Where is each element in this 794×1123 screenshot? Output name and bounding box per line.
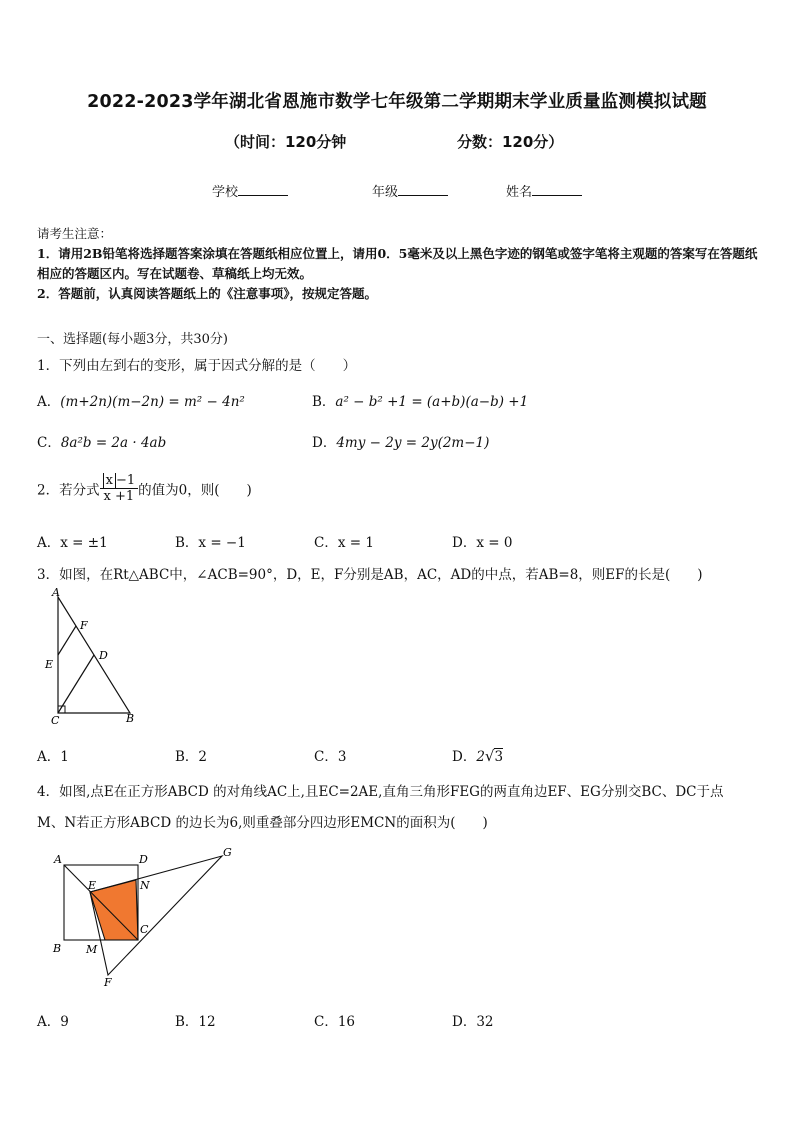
label-g: G xyxy=(223,846,232,859)
label-c: C xyxy=(51,714,60,727)
q3-triangle-figure xyxy=(38,585,148,730)
q1-option-d[interactable]: D．4my − 2y = 2y(2m−1) xyxy=(312,435,490,451)
grade-field xyxy=(372,181,448,200)
label-b: B xyxy=(126,712,135,725)
notice-heading: 请考生注意： xyxy=(37,226,113,241)
exam-score: 分数：120分） xyxy=(457,133,564,151)
label-f: F xyxy=(80,619,88,632)
grade-blank[interactable] xyxy=(398,183,448,196)
exam-time: （时间：120分钟 xyxy=(225,133,347,151)
label-e: E xyxy=(45,658,54,671)
label-f: F xyxy=(104,976,112,988)
q4-option-c[interactable]: C．16 xyxy=(314,1014,356,1030)
q4-option-a[interactable]: A．9 xyxy=(37,1014,69,1030)
question-2-stem: 2．若分式 $\frac{x -1}{x +1}$ 的值为0，则( ) xyxy=(37,473,252,504)
question-4-stem-line1: 4．如图,点E在正方形ABCD 的对角线AC上,且EC=2AE,直角三角形FEG的两直角边EF、EG分别交BC、DC于点 xyxy=(37,784,724,800)
section-heading: 一、选择题(每小题3分，共30分) xyxy=(37,332,228,347)
q1-option-b[interactable]: B．a² − b² +1 = (a+b)(a−b) +1 xyxy=(312,394,529,410)
q1-option-a[interactable]: A．(m+2n)(m−2n) = m² − 4n² xyxy=(37,394,245,410)
name-label: 姓名 xyxy=(506,185,533,200)
q2-option-d[interactable]: D．x = 0 xyxy=(452,535,513,551)
name-blank[interactable] xyxy=(532,183,582,196)
q4-option-b[interactable]: B．12 xyxy=(175,1014,216,1030)
q3-option-c[interactable]: C．3 xyxy=(314,749,347,765)
q2-option-a[interactable]: A．x = ±1 xyxy=(37,535,108,551)
label-d: D xyxy=(99,649,108,662)
sqrt-icon: √ xyxy=(484,747,495,765)
notice-body xyxy=(37,244,761,304)
q4-option-d[interactable]: D．32 xyxy=(452,1014,494,1030)
notice-item: 1．请用2B铅笔将选择题答案涂填在答题纸相应位置上，请用0．5毫米及以上黑色字迹的钢笔或签字笔将主观题的答案写在答题纸相应的答题区内。写在试题卷、草稿纸上均无效。 xyxy=(37,246,758,281)
school-blank[interactable] xyxy=(238,183,288,196)
label-n: N xyxy=(140,879,150,892)
q1-option-a-expr: (m+2n)(m−2n) = m² − 4n² xyxy=(60,394,245,410)
grade-label: 年级 xyxy=(372,185,399,200)
label-d: D xyxy=(139,853,148,866)
question-1-stem: 1．下列由左到右的变形，属于因式分解的是（ ） xyxy=(37,358,357,374)
name-field xyxy=(506,181,582,200)
question-3-stem: 3．如图，在Rt△ABC中，∠ACB=90°，D，E，F分别是AB，AC，AD的中点，若AB=8，则EF的长是( ) xyxy=(37,567,703,583)
label-m: M xyxy=(86,943,98,956)
segment-cd xyxy=(58,655,94,713)
notice-item: 2．答题前，认真阅读答题纸上的《注意事项》，按规定答题。 xyxy=(37,286,377,301)
q1-option-c[interactable]: C．8a²b = 2a · 4ab xyxy=(37,435,167,451)
q2-option-b[interactable]: B．x = −1 xyxy=(175,535,246,551)
label-b: B xyxy=(53,942,62,955)
label-c: C xyxy=(140,923,149,936)
label-a: A xyxy=(54,853,62,866)
question-4-stem-line2: M、N若正方形ABCD 的边长为6,则重叠部分四边形EMCN的面积为( ) xyxy=(37,815,488,831)
school-label: 学校 xyxy=(212,185,239,200)
label-a: A xyxy=(52,586,60,599)
q1-option-c-expr: 8a²b = 2a · 4ab xyxy=(60,435,167,451)
overlap-quad-emcn xyxy=(90,880,138,940)
q1-option-d-expr: 4my − 2y = 2y(2m−1) xyxy=(336,435,490,451)
school-field xyxy=(212,181,288,200)
q3-option-d[interactable]: D．2√3 xyxy=(452,747,504,765)
q1-option-b-expr: a² − b² +1 = (a+b)(a−b) +1 xyxy=(335,394,529,410)
q2-option-c[interactable]: C．x = 1 xyxy=(314,535,374,551)
page-title: 2022-2023学年湖北省恩施市数学七年级第二学期期末学业质量监测模拟试题 xyxy=(87,92,707,112)
q3-option-a[interactable]: A．1 xyxy=(37,749,69,765)
q2-fraction: $\frac{x -1}{x +1}$ xyxy=(100,473,139,504)
q3-option-b[interactable]: B．2 xyxy=(175,749,208,765)
segment-ef xyxy=(58,626,76,655)
q4-square-figure xyxy=(50,843,240,988)
label-e: E xyxy=(88,879,97,892)
